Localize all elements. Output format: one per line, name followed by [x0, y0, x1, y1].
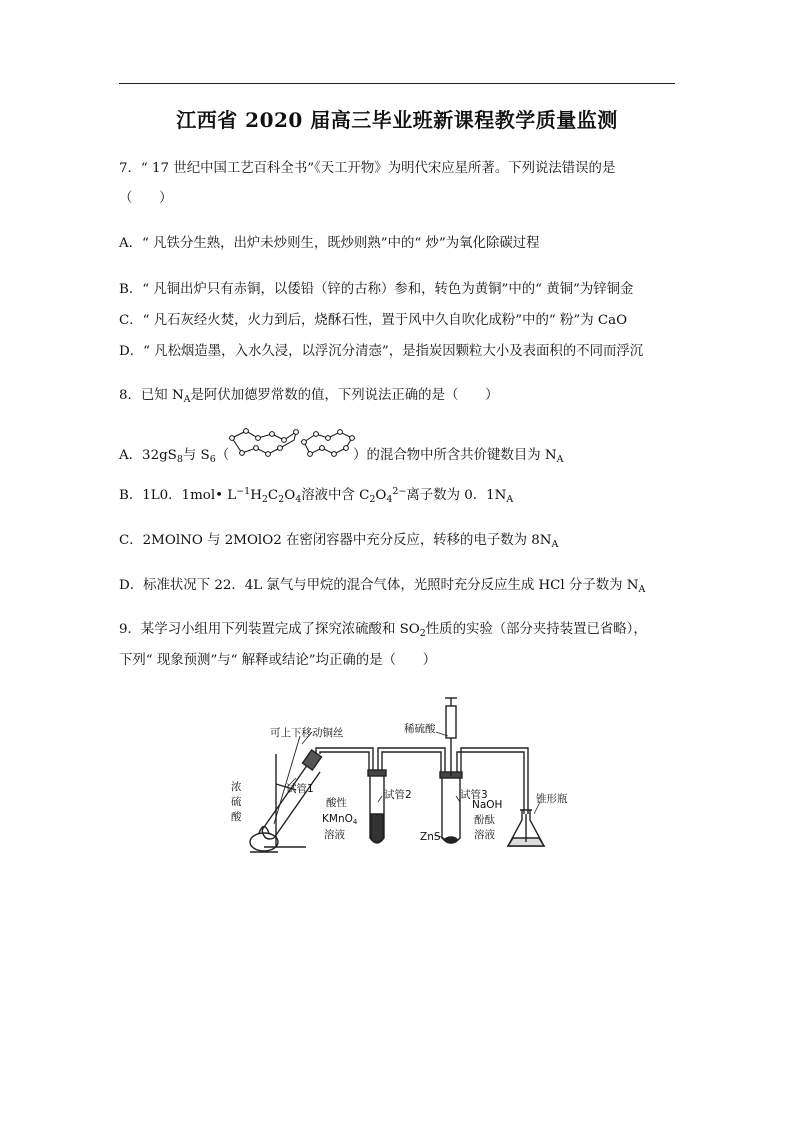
q7-paren: （ ） [119, 191, 173, 206]
label-conc-3: 酸 [231, 811, 242, 823]
experiment-apparatus-diagram [228, 692, 578, 858]
label-flask: 锥形瓶 [536, 793, 568, 805]
label-naoh: NaOH [472, 799, 503, 811]
label-tube-3: 试管3 [460, 789, 488, 801]
q8-option-b: B．1L0．1mol• $L^{-1}H_2C_2O_4$溶液中含 $C_2O_4^{2-}$离子数为 0．$1N_A$ [119, 486, 514, 505]
q7-stem: 7．“ 17 世纪中国工艺百科全书”《天工开物》为明代宋应星所著。下列说法错误的是 [119, 161, 616, 176]
label-phenolphthalein: 酚酞 [474, 814, 495, 826]
q9-stem-line2: 下列“ 现象预测”与“ 解释或结论”均正确的是（ ） [119, 653, 437, 668]
label-solution-2: 溶液 [474, 829, 495, 841]
q8-option-c: C．2MOlNO 与 2MOlO2 在密闭容器中充分反应，转移的电子数为 $8N_A$ [119, 533, 559, 550]
label-acidic: 酸性 [326, 797, 347, 809]
label-kmno4: KMnO4 [322, 813, 358, 826]
q8-stem: 8．已知 $N_A$是阿伏加德罗常数的值，下列说法正确的是（ ） [119, 388, 499, 405]
label-tube-2: 试管2 [384, 789, 412, 801]
q7-option-c: C．“ 凡石灰经火焚，火力到后，烧酥石性，置于风中久自吹化成粉”中的“ 粉”为 CaO [119, 313, 628, 328]
label-dilute-acid: 稀硫酸 [404, 723, 436, 735]
header-rule [119, 83, 675, 84]
q7-option-b: B．“ 凡铜出炉只有赤铜，以倭铅（锌的古称）参和，转色为黄铜”中的“ 黄铜”为锌铜金 [119, 282, 634, 297]
q8-option-d: D．标准状况下 22．4L 氯气与甲烷的混合气体，光照时充分反应生成 HCl 分子数为 $N_A$ [119, 578, 646, 595]
label-conc-2: 硫 [231, 796, 242, 808]
label-solution: 溶液 [324, 829, 345, 841]
label-tube-1: 试管1 [286, 783, 314, 795]
page-title: 江西省 2020 届高三毕业班新课程教学质量监测 [176, 108, 618, 132]
sulfur-ring-structures-icon [228, 426, 356, 460]
label-copper-wire: 可上下移动铜丝 [270, 727, 344, 739]
label-conc-1: 浓 [231, 781, 242, 793]
q9-stem-line1: 9．某学习小组用下列装置完成了探究浓硫酸和 $SO_2$性质的实验（部分夹持装置已省略）， [119, 622, 647, 639]
label-zns: ZnS [420, 831, 441, 843]
q7-option-d: D．“ 凡松烟造墨，入水久浸，以浮沉分清悫”，是指炭因颗粒大小及表面积的不同而浮沉 [119, 344, 644, 359]
q8-option-a: A．$32gS_8$与 $S_6$（ ）的混合物中所含共价键数目为 $N_A$ [119, 448, 564, 465]
q7-option-a: A．“ 凡铁分生熟，出炉未炒则生，既炒则熟”中的“ 炒”为氧化除碳过程 [119, 236, 540, 251]
